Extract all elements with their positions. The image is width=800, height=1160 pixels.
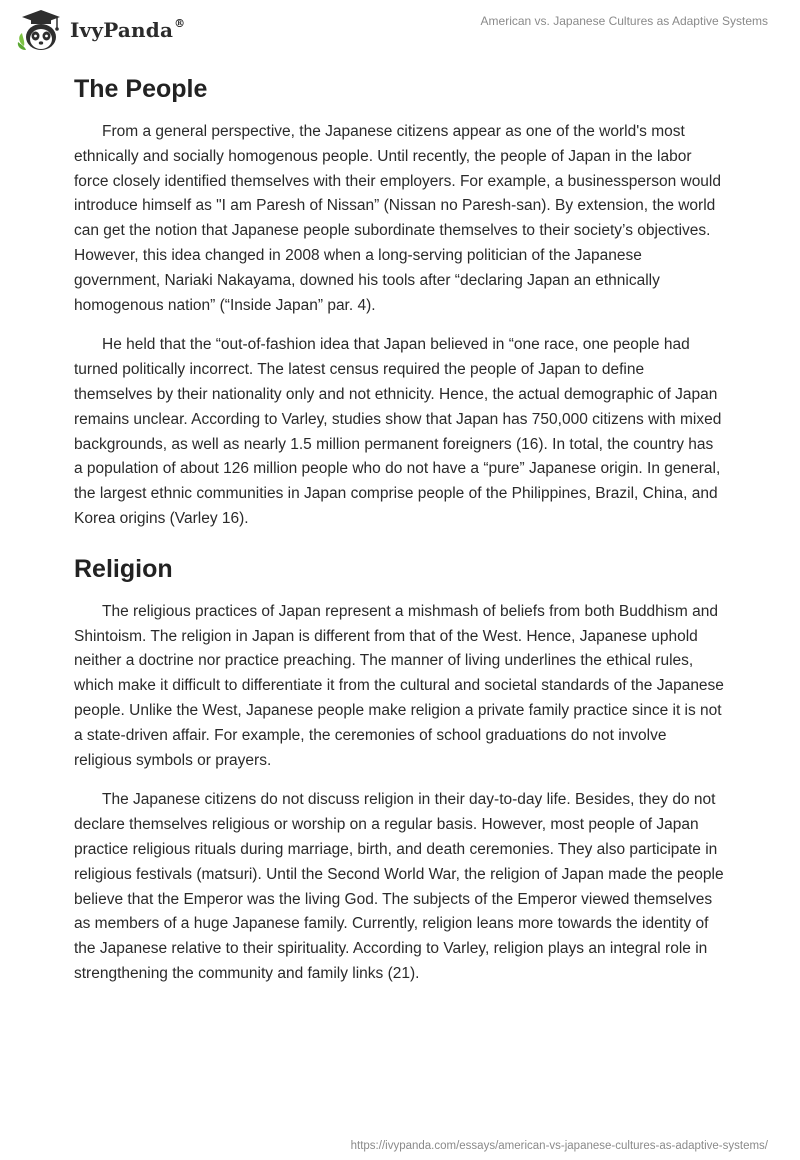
panda-graduate-icon (16, 6, 66, 56)
source-url[interactable]: https://ivypanda.com/essays/american-vs-japanese-cultures-as-adaptive-systems/ (350, 1140, 768, 1152)
section-heading-religion: Religion (74, 554, 173, 583)
page-header (0, 0, 800, 60)
paragraph: He held that the “out-of-fashion idea that Japan believed in “one race, one people had turned politically incorrect. The latest census required the people of Japan to define themselves by their nationality only and not ethnicity. Hence, the actual demographic of Japan remains unclear. According to Varley, studies show that Japan has 750,000 citizens with mixed backgrounds, as well as nearly 1.5 million permanent foreigners (16). In total, the country has a population of about 126 million people who do not have a “pure” Japanese origin. In general, the largest ethnic communities in Japan comprise people of the Philippines, Brazil, China, and Korea origins (Varley 16). (74, 336, 722, 527)
paragraph: The religious practices of Japan represent a mishmash of beliefs from both Buddhism and Shintoism. The religion in Japan is different from that of the West. Hence, Japanese uphold neither a doctrine nor practice preaching. The manner of living underlines the ethical rules, which make it difficult to differentiate it from the cultural and societal standards of the Japanese people. Unlike the West, Japanese people make religion a private family practice since it is not a state-driven affair. For example, the ceremonies of school graduations do not involve religious symbols or prayers. (74, 602, 724, 769)
essay-content (74, 66, 726, 1002)
paragraph: The Japanese citizens do not discuss religion in their day-to-day life. Besides, they do not declare themselves religious or worship on a regular basis. However, most people of Japan practice religious rituals during marriage, birth, and death ceremonies. They also participate in religious festivals (matsuri). Until the Second World War, the religion of Japan made the people believe that the Emperor was the living God. The subjects of the Emperor viewed themselves as members of a huge Japanese family. Currently, religion leans more towards the identity of the Japanese relative to their spirituality. According to Varley, religion plays an integral role in strengthening the community and family links (21). (74, 791, 724, 982)
document-title: American vs. Japanese Cultures as Adaptive Systems (480, 14, 768, 28)
paragraph: From a general perspective, the Japanese citizens appear as one of the world's most ethnically and socially homogenous people. Until recently, the people of Japan in the labor force closely identified themselves with their employers. For example, a businessperson would introduce himself as "I am Paresh of Nissan” (Nissan no Paresh-san). By extension, the world can get the notion that Japanese people subordinate themselves to their society’s objectives. However, this idea changed in 2008 when a long-serving politician of the Japanese government, Nariaki Nakayama, downed his tools after “declaring Japan an ethnically homogenous nation” (“Inside Japan” par. 4). (74, 123, 721, 314)
ivypanda-logo[interactable] (16, 6, 185, 56)
logo-text: IvyPanda® (70, 17, 186, 42)
section-heading-the-people: The People (74, 75, 208, 103)
